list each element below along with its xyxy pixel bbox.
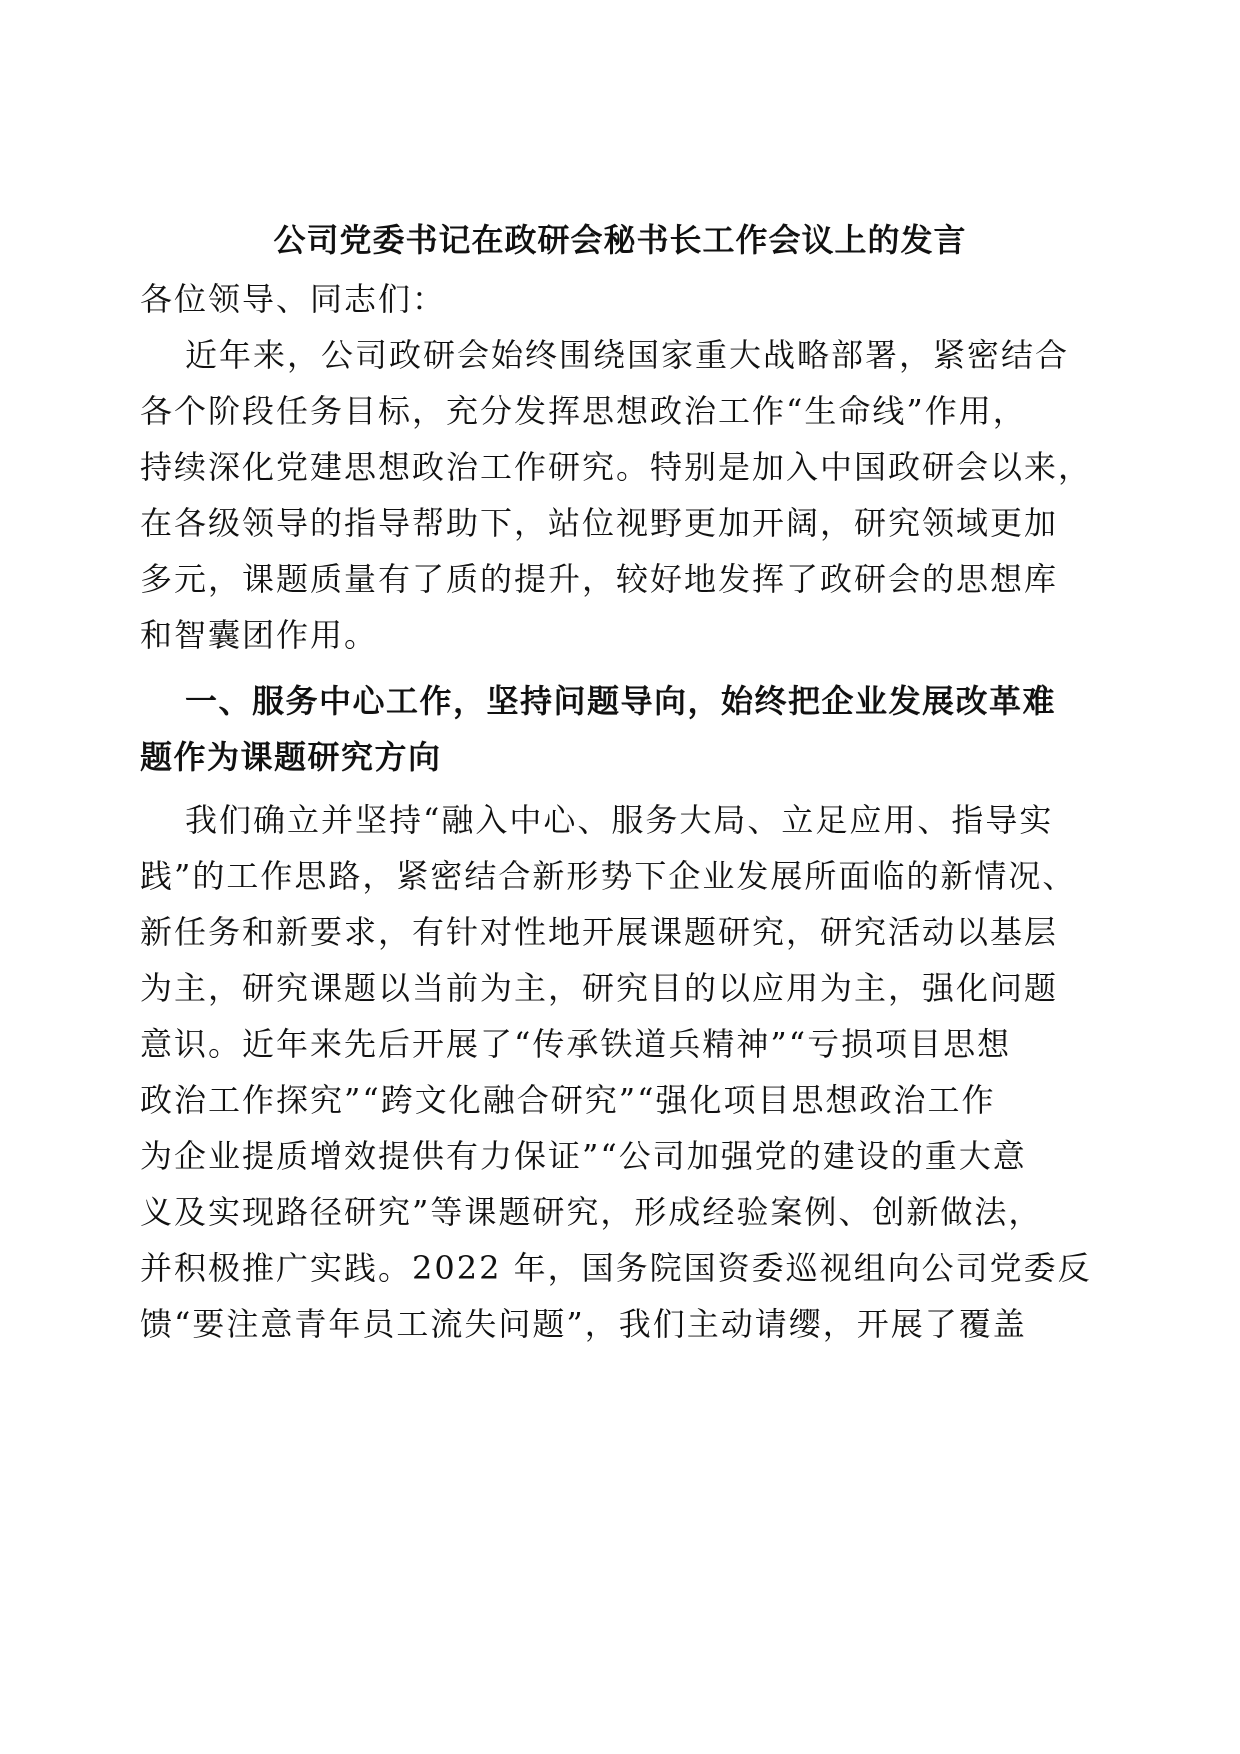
paragraph-line: 持续深化党建思想政治工作研究。特别是加入中国政研会以来，	[140, 448, 1093, 486]
document-title: 公司党委书记在政研会秘书长工作会议上的发言	[273, 221, 967, 259]
paragraph-line: 并积极推广实践。2022 年，国务院国资委巡视组向公司党委反	[140, 1249, 1092, 1287]
paragraph-line: 多元，课题质量有了质的提升，较好地发挥了政研会的思想库	[140, 560, 1059, 598]
paragraph-line: 为主，研究课题以当前为主，研究目的以应用为主，强化问题	[140, 969, 1059, 1007]
paragraph-line: 新任务和新要求，有针对性地开展课题研究，研究活动以基层	[140, 913, 1059, 951]
paragraph-line: 政治工作探究”“跨文化融合研究”“强化项目思想政治工作	[140, 1081, 996, 1119]
heading-line: 一、服务中心工作，坚持问题导向，始终把企业发展改革难	[185, 682, 1057, 720]
paragraph-line: 在各级领导的指导帮助下，站位视野更加开阔，研究领域更加	[140, 504, 1059, 542]
paragraph-line: 为企业提质增效提供有力保证”“公司加强党的建设的重大意	[140, 1137, 1027, 1175]
paragraph-line: 践”的工作思路，紧密结合新形势下企业发展所面临的新情况、	[140, 857, 1077, 895]
heading-line: 题作为课题研究方向	[140, 738, 442, 776]
paragraph-line: 意识。近年来先后开展了“传承铁道兵精神”“亏损项目思想	[140, 1025, 1012, 1063]
paragraph-line: 近年来，公司政研会始终围绕国家重大战略部署，紧密结合	[185, 336, 1070, 374]
salutation: 各位领导、同志们：	[140, 280, 447, 318]
paragraph-line: 各个阶段任务目标，充分发挥思想政治工作“生命线”作用，	[140, 392, 1027, 430]
paragraph-line: 馈“要注意青年员工流失问题”，我们主动请缨，开展了覆盖	[140, 1305, 1027, 1343]
paragraph-line: 和智囊团作用。	[140, 616, 379, 654]
paragraph-line: 义及实现路径研究”等课题研究，形成经验案例、创新做法，	[140, 1193, 1043, 1231]
paragraph-line: 我们确立并坚持“融入中心、服务大局、立足应用、指导实	[185, 801, 1054, 839]
